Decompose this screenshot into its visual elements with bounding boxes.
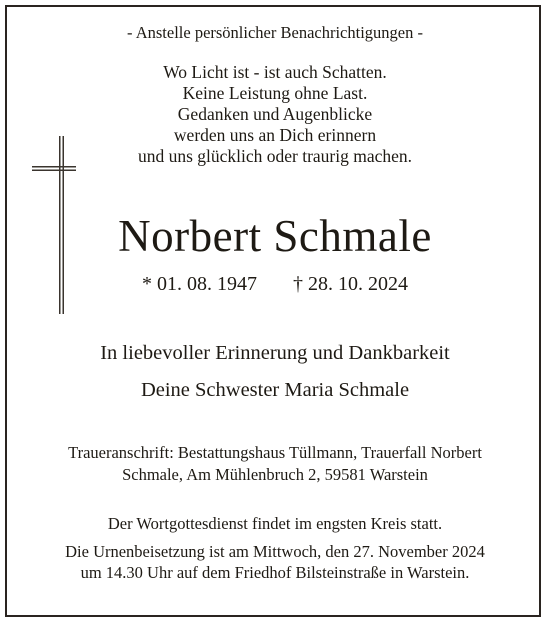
service-info-line: um 14.30 Uhr auf dem Friedhof Bilsteinstraße in Warstein. bbox=[80, 563, 470, 582]
service-info-line: Der Wortgottesdienst findet im engsten Kreis statt. bbox=[107, 514, 443, 533]
death-date: † 28. 10. 2024 bbox=[293, 273, 408, 295]
remembrance-text: In liebevoller Erinnerung und Dankbarkeit bbox=[100, 342, 450, 364]
poem-line: und uns glücklich oder traurig machen. bbox=[137, 146, 413, 166]
funeral-address-line: Schmale, Am Mühlenbruch 2, 59581 Warstein bbox=[122, 465, 428, 484]
service-info-line: Die Urnenbeisetzung ist am Mittwoch, den 27. November 2024 bbox=[65, 542, 485, 561]
funeral-address-line: Traueranschrift: Bestattungshaus Tüllmann, Trauerfall Norbert bbox=[68, 443, 482, 462]
poem-line: Gedanken und Augenblicke bbox=[177, 104, 373, 124]
life-dates bbox=[0, 273, 550, 296]
notice-header: - Anstelle persönlicher Benachrichtigungen - bbox=[127, 23, 423, 42]
poem-line: Keine Leistung ohne Last. bbox=[182, 83, 368, 103]
birth-date: * 01. 08. 1947 bbox=[142, 273, 257, 295]
family-signature: Deine Schwester Maria Schmale bbox=[140, 379, 410, 401]
poem-line: werden uns an Dich erinnern bbox=[173, 125, 377, 145]
deceased-name: Norbert Schmale bbox=[118, 211, 432, 261]
poem-line: Wo Licht ist - ist auch Schatten. bbox=[163, 62, 387, 82]
